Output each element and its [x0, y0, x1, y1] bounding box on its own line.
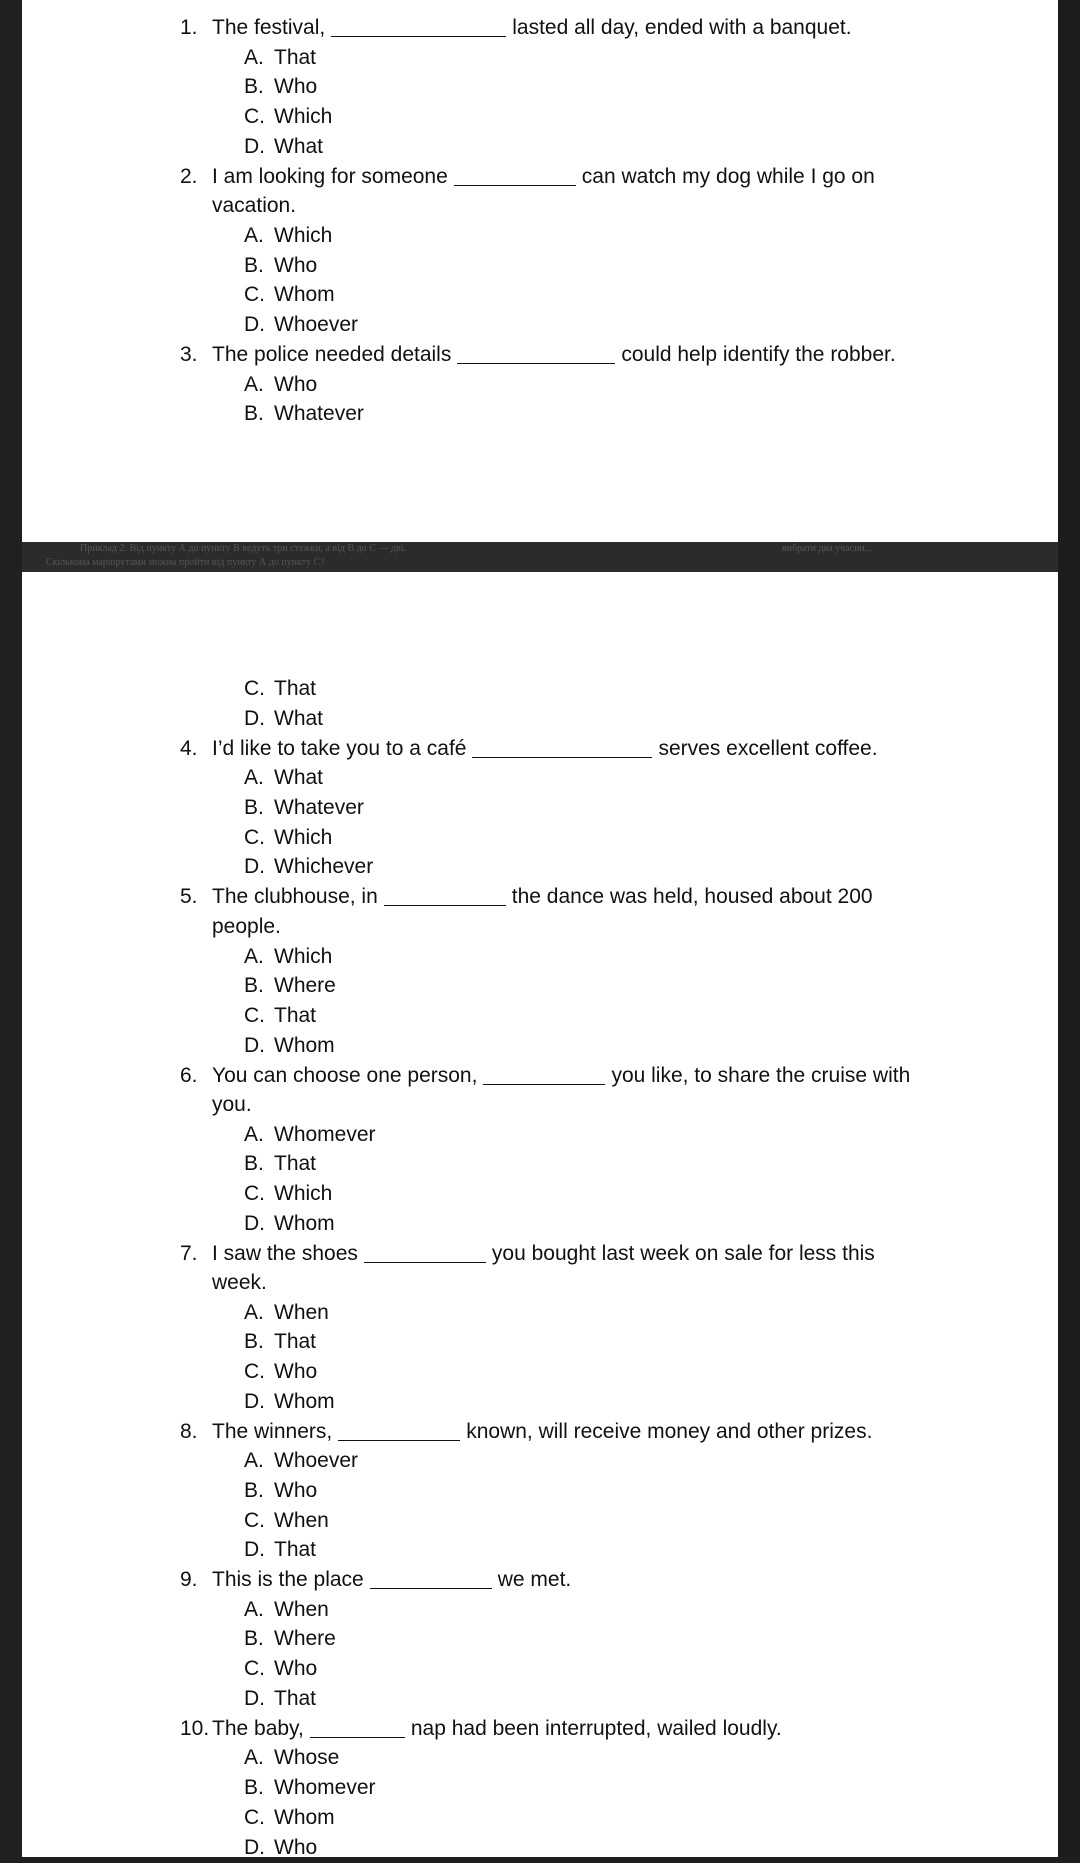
answer-option — [244, 674, 316, 704]
document-page-1 — [22, 0, 1058, 542]
question-text-after: you like, to share the cruise with — [611, 1064, 911, 1087]
option-text: That — [274, 1004, 317, 1027]
question-number: 7. — [180, 1242, 198, 1265]
answer-option — [244, 102, 332, 132]
answer-option — [244, 1446, 358, 1476]
question-8 — [180, 1417, 872, 1447]
option-text: Whomever — [274, 1123, 376, 1146]
answer-blank — [457, 343, 615, 364]
option-letter: A. — [244, 373, 264, 396]
option-letter: D. — [244, 1538, 265, 1561]
answer-option — [244, 1001, 316, 1031]
answer-option — [244, 1476, 317, 1506]
option-letter: D. — [244, 1836, 265, 1859]
question-text-after: we met. — [497, 1568, 572, 1591]
answer-option — [244, 370, 317, 400]
option-letter: D. — [244, 707, 265, 730]
option-text: Who — [274, 1836, 318, 1859]
option-letter: C. — [244, 105, 265, 128]
option-letter: B. — [244, 1627, 264, 1650]
option-letter: C. — [244, 1806, 265, 1829]
option-letter: B. — [244, 254, 264, 277]
option-text: Whom — [274, 1390, 335, 1413]
question-text-after: the dance was held, housed about 200 — [511, 885, 873, 908]
option-letter: D. — [244, 1687, 265, 1710]
question-continuation: vacation. — [212, 194, 297, 217]
question-text-before: The festival, — [212, 16, 326, 39]
option-text: That — [274, 1152, 317, 1175]
option-text: When — [274, 1509, 329, 1532]
answer-option — [244, 1179, 332, 1209]
option-letter: A. — [244, 945, 264, 968]
answer-option — [244, 310, 358, 340]
option-letter: B. — [244, 1330, 264, 1353]
answer-option — [244, 704, 323, 734]
question-number: 4. — [180, 737, 198, 760]
answer-option — [244, 132, 323, 162]
question-number: 10. — [180, 1717, 210, 1740]
option-text: Who — [274, 1360, 318, 1383]
question-2 — [180, 162, 875, 192]
option-letter: C. — [244, 283, 265, 306]
answer-blank — [364, 1242, 486, 1263]
answer-option — [244, 763, 323, 793]
question-text-after: lasted all day, ended with a banquet. — [512, 16, 852, 39]
answer-option — [244, 823, 332, 853]
option-text: Whatever — [274, 796, 364, 819]
option-text: Where — [274, 1627, 336, 1650]
option-text: Whoever — [274, 1449, 359, 1472]
answer-option — [244, 1624, 336, 1654]
option-letter: B. — [244, 796, 264, 819]
document-page-2 — [22, 572, 1058, 1857]
option-text: Who — [274, 75, 318, 98]
option-text: Which — [274, 224, 333, 247]
answer-blank — [331, 16, 506, 37]
question-continuation: people. — [212, 915, 281, 938]
option-letter: D. — [244, 1212, 265, 1235]
question-7 — [180, 1239, 875, 1269]
answer-option — [244, 1387, 335, 1417]
option-letter: D. — [244, 855, 265, 878]
question-number: 2. — [180, 165, 198, 188]
bleed-through-text: Приклад 2. Від пункту А до пункту В ведуть три стежки, а від В до С — дві. — [80, 543, 407, 554]
answer-blank — [384, 885, 506, 906]
option-text: That — [274, 46, 317, 69]
question-text-after: serves excellent coffee. — [658, 737, 878, 760]
answer-option — [244, 1327, 316, 1357]
option-text: What — [274, 766, 324, 789]
question-continuation: week. — [212, 1271, 267, 1294]
question-text-before: I am looking for someone — [212, 165, 448, 188]
option-letter: B. — [244, 1776, 264, 1799]
option-letter: C. — [244, 1004, 265, 1027]
option-text: Which — [274, 945, 333, 968]
option-text: Whose — [274, 1746, 340, 1769]
question-6 — [180, 1061, 910, 1091]
option-letter: A. — [244, 766, 264, 789]
answer-option — [244, 221, 332, 251]
question-number: 9. — [180, 1568, 198, 1591]
answer-blank — [472, 737, 652, 758]
answer-option — [244, 1803, 335, 1833]
answer-option — [244, 793, 364, 823]
option-text: Who — [274, 373, 318, 396]
question-text-before: The baby, — [212, 1717, 304, 1740]
question-text-before: I saw the shoes — [212, 1242, 358, 1265]
option-letter: A. — [244, 1301, 264, 1324]
answer-option — [244, 1595, 329, 1625]
question-10 — [180, 1714, 782, 1744]
answer-option — [244, 43, 316, 73]
question-text-after: nap had been interrupted, wailed loudly. — [410, 1717, 782, 1740]
answer-blank — [454, 165, 576, 186]
option-text: Whom — [274, 1806, 335, 1829]
option-text: Which — [274, 1182, 333, 1205]
option-letter: B. — [244, 402, 264, 425]
option-letter: D. — [244, 313, 265, 336]
option-letter: D. — [244, 135, 265, 158]
option-letter: B. — [244, 75, 264, 98]
option-letter: B. — [244, 974, 264, 997]
answer-option — [244, 1743, 339, 1773]
option-text: Who — [274, 1657, 318, 1680]
option-text: What — [274, 135, 324, 158]
answer-option — [244, 1535, 316, 1565]
question-text-before: The winners, — [212, 1420, 333, 1443]
option-letter: A. — [244, 1598, 264, 1621]
answer-option — [244, 1149, 316, 1179]
option-letter: C. — [244, 1360, 265, 1383]
option-text: What — [274, 707, 324, 730]
option-letter: C. — [244, 1182, 265, 1205]
option-letter: A. — [244, 1123, 264, 1146]
option-letter: D. — [244, 1390, 265, 1413]
option-letter: A. — [244, 46, 264, 69]
question-text-after: you bought last week on sale for less this — [491, 1242, 875, 1265]
question-text-after: known, will receive money and other prizes. — [466, 1420, 873, 1443]
option-text: That — [274, 677, 317, 700]
option-text: That — [274, 1330, 317, 1353]
answer-option — [244, 399, 364, 429]
question-1 — [180, 13, 852, 43]
option-letter: D. — [244, 1034, 265, 1057]
answer-blank — [338, 1420, 460, 1441]
option-letter: A. — [244, 224, 264, 247]
option-text: Whoever — [274, 313, 359, 336]
answer-option — [244, 971, 336, 1001]
answer-option — [244, 1031, 335, 1061]
answer-option — [244, 251, 317, 281]
question-text-before: This is the place — [212, 1568, 364, 1591]
option-letter: C. — [244, 826, 265, 849]
option-text: Whom — [274, 1034, 335, 1057]
question-4 — [180, 734, 878, 764]
option-text: Where — [274, 974, 336, 997]
option-text: When — [274, 1301, 329, 1324]
option-text: Which — [274, 105, 333, 128]
page-break-strip — [22, 542, 1058, 572]
answer-option — [244, 280, 335, 310]
question-continuation: you. — [212, 1093, 252, 1116]
left-edge — [0, 0, 22, 1857]
option-text: Who — [274, 1479, 318, 1502]
answer-option — [244, 1298, 329, 1328]
option-text: Who — [274, 254, 318, 277]
right-edge — [1058, 0, 1080, 1857]
answer-option — [244, 1506, 329, 1536]
question-number: 6. — [180, 1064, 198, 1087]
option-text: That — [274, 1687, 317, 1710]
answer-option — [244, 72, 317, 102]
option-text: Whom — [274, 283, 335, 306]
option-letter: C. — [244, 1509, 265, 1532]
bleed-through-text: Скількома маршрутами можна пройти від пункту А до пункту С? — [46, 557, 325, 568]
question-text-before: The police needed details — [212, 343, 452, 366]
option-letter: C. — [244, 1657, 265, 1680]
option-text: Which — [274, 826, 333, 849]
option-text: That — [274, 1538, 317, 1561]
answer-option — [244, 1120, 376, 1150]
answer-option — [244, 1773, 376, 1803]
option-letter: B. — [244, 1152, 264, 1175]
answer-blank — [310, 1717, 405, 1738]
answer-blank — [370, 1568, 492, 1589]
answer-option — [244, 852, 373, 882]
answer-option — [244, 1684, 316, 1714]
option-letter: A. — [244, 1746, 264, 1769]
question-text-before: The clubhouse, in — [212, 885, 378, 908]
question-number: 3. — [180, 343, 198, 366]
answer-option — [244, 942, 332, 972]
answer-option — [244, 1833, 317, 1863]
question-number: 1. — [180, 16, 198, 39]
question-number: 8. — [180, 1420, 198, 1443]
question-text-before: I’d like to take you to a café — [212, 737, 467, 760]
answer-option — [244, 1654, 317, 1684]
question-text-before: You can choose one person, — [212, 1064, 478, 1087]
answer-option — [244, 1209, 335, 1239]
option-text: Whom — [274, 1212, 335, 1235]
option-letter: C. — [244, 677, 265, 700]
option-text: Whatever — [274, 402, 364, 425]
question-text-after: could help identify the robber. — [621, 343, 896, 366]
question-3 — [180, 340, 896, 370]
option-text: Whichever — [274, 855, 374, 878]
question-number: 5. — [180, 885, 198, 908]
option-text: Whomever — [274, 1776, 376, 1799]
bleed-through-text: вибрати два учасни... — [782, 543, 873, 554]
question-9 — [180, 1565, 571, 1595]
answer-blank — [483, 1064, 605, 1085]
question-text-after: can watch my dog while I go on — [581, 165, 875, 188]
answer-option — [244, 1357, 317, 1387]
question-5 — [180, 882, 873, 912]
option-letter: A. — [244, 1449, 264, 1472]
option-letter: B. — [244, 1479, 264, 1502]
option-text: When — [274, 1598, 329, 1621]
